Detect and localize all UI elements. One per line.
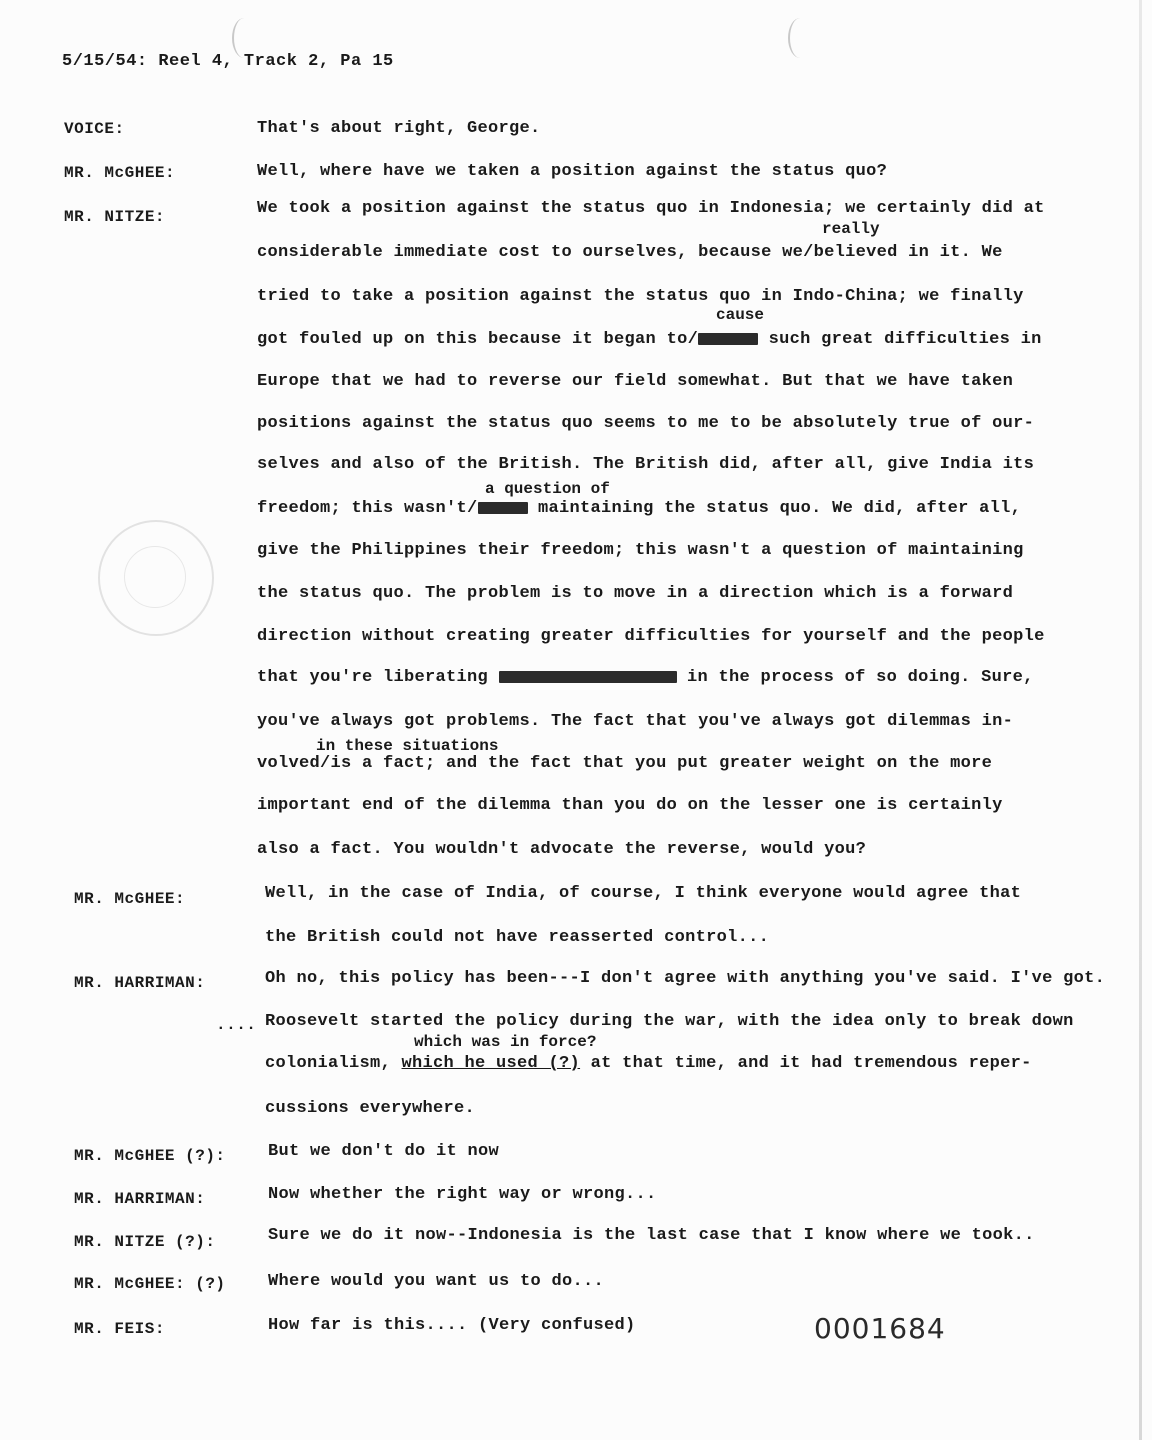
speaker-label: MR. McGHEE (?):	[74, 1147, 226, 1165]
line-segment: colonialism,	[265, 1054, 402, 1073]
speaker-label: MR. McGHEE: (?)	[74, 1275, 226, 1293]
page-edge	[1139, 0, 1142, 1440]
speaker-label: MR. NITZE (?):	[74, 1233, 216, 1251]
speaker-label: MR. FEIS:	[74, 1320, 165, 1338]
transcript-line: the status quo. The problem is to move in a direction which is a forward	[257, 584, 1014, 603]
transcript-line: Oh no, this policy has been---I don't agree with anything you've said. I've got.	[265, 969, 1106, 988]
handwritten-insert: in these situations	[316, 737, 499, 755]
struck-text	[698, 333, 758, 345]
transcript-line: considerable immediate cost to ourselves, because we/believed in it. We	[257, 243, 1003, 262]
speaker-label: MR. McGHEE:	[74, 890, 186, 908]
line-segment: maintaining the status quo. We did, after all,	[527, 499, 1022, 518]
line-segment: freedom; this wasn't/	[257, 499, 478, 518]
transcript-line: Roosevelt started the policy during the war, with the idea only to break down	[265, 1012, 1074, 1031]
speaker-label: VOICE:	[64, 120, 125, 138]
transcript-line	[257, 499, 1021, 518]
transcript-line: Well, in the case of India, of course, I think everyone would agree that	[265, 884, 1022, 903]
transcript-line: Sure we do it now--Indonesia is the last case that I know where we took..	[268, 1226, 1035, 1245]
transcript-line	[265, 1054, 1032, 1073]
paper-clip-mark	[788, 18, 812, 58]
line-segment: in the process of so doing. Sure,	[676, 668, 1034, 687]
struck-text	[499, 671, 677, 683]
transcript-line: But we don't do it now	[268, 1142, 500, 1161]
transcript-line	[257, 668, 1034, 687]
transcript-line: Europe that we had to reverse our field somewhat. But that we have taken	[257, 372, 1014, 391]
transcript-line: also a fact. You wouldn't advocate the reverse, would you?	[257, 840, 867, 859]
transcript-line: important end of the dilemma than you do on the lesser one is certainly	[257, 796, 1003, 815]
line-segment: got fouled up on this because it began to/	[257, 330, 699, 349]
line-segment: at that time, and it had tremendous reper-	[580, 1054, 1032, 1073]
speaker-label: MR. McGHEE:	[64, 164, 176, 182]
document-number: 0001684	[814, 1312, 946, 1345]
transcript-line: the British could not have reasserted control...	[265, 928, 770, 947]
transcript-line	[257, 330, 1042, 349]
archive-seal-stamp	[98, 520, 214, 636]
transcript-line: direction without creating greater difficulties for yourself and the people	[257, 627, 1045, 646]
page-header: 5/15/54: Reel 4, Track 2, Pa 15	[62, 52, 394, 71]
line-segment: such great difficulties in	[758, 330, 1042, 349]
transcript-line: That's about right, George.	[257, 119, 541, 138]
handwritten-insert: a question of	[485, 480, 610, 498]
handwritten-insert: really	[822, 220, 880, 238]
transcript-line: selves and also of the British. The British did, after all, give India its	[257, 455, 1035, 474]
transcript-line: positions against the status quo seems to me to be absolutely true of our-	[257, 414, 1035, 433]
transcript-line: volved/is a fact; and the fact that you put greater weight on the more	[257, 754, 993, 773]
transcript-line: Well, where have we taken a position against the status quo?	[257, 162, 888, 181]
struck-text	[478, 502, 528, 514]
line-segment: that you're liberating	[257, 668, 499, 687]
transcript-line: We took a position against the status quo in Indonesia; we certainly did at	[257, 199, 1045, 218]
underlined-segment: which he used (?)	[401, 1054, 581, 1073]
ellipsis-mark: ....	[216, 1016, 257, 1034]
transcript-line: Where would you want us to do...	[268, 1272, 605, 1291]
handwritten-insert: cause	[716, 306, 765, 324]
transcript-line: cussions everywhere.	[265, 1099, 476, 1118]
transcript-line: How far is this.... (Very confused)	[268, 1316, 636, 1335]
speaker-label: MR. HARRIMAN:	[74, 974, 206, 992]
speaker-label: MR. HARRIMAN:	[74, 1190, 206, 1208]
transcript-line: tried to take a position against the status quo in Indo-China; we finally	[257, 287, 1024, 306]
transcript-line: give the Philippines their freedom; this wasn't a question of maintaining	[257, 541, 1024, 560]
transcript-line: you've always got problems. The fact that you've always got dilemmas in-	[257, 712, 1014, 731]
handwritten-insert: which was in force?	[414, 1033, 597, 1051]
speaker-label: MR. NITZE:	[64, 208, 166, 226]
transcript-line: Now whether the right way or wrong...	[268, 1185, 657, 1204]
